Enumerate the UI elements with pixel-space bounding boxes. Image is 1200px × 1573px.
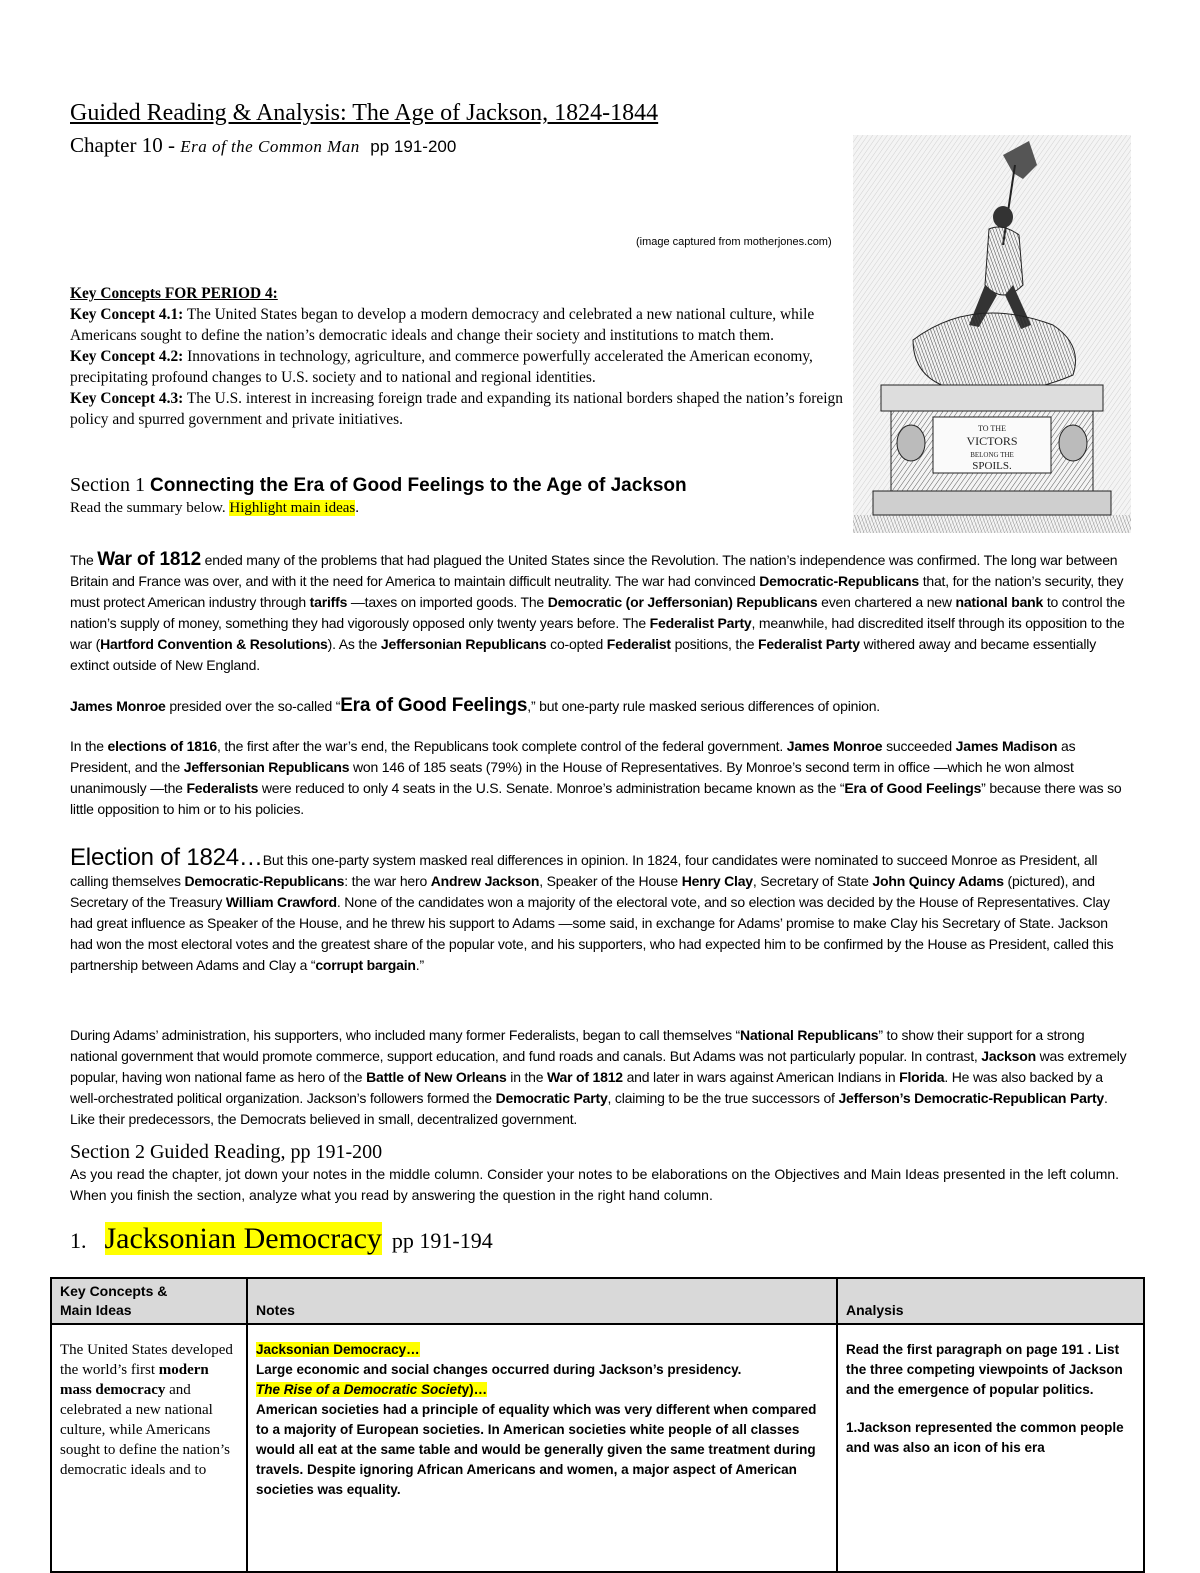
emphasized-term: Federalists	[186, 780, 259, 796]
text-run: , claiming to be the true successors of	[607, 1090, 839, 1106]
text-run: The	[70, 552, 98, 568]
notes-cell[interactable]: Jacksonian Democracy… Large economic and social changes occurred during Jackson’s presidency. The Rise of a Democratic Society)… American societies had a principle of equality which was very different when compared to a majority of European societies. In American societies white people of all classes would all eat at the same table and would be generally given the same treatment during travels. Despite ignoring African Americans and women, a major aspect of American societies was equality.	[247, 1324, 837, 1572]
text-run: co-opted	[546, 636, 607, 652]
key-concept-4-2: Key Concept 4.2: Innovations in technology, agriculture, and commerce powerfully accelerated the American economy, precipitating profound changes to U.S. society and to national and regional identities.	[70, 348, 813, 386]
notes-heading: Jacksonian Democracy…	[256, 1342, 420, 1357]
topic-heading	[70, 1222, 493, 1256]
chapter-pages: pp 191-200	[370, 137, 457, 156]
paragraph-james-monroe	[70, 695, 1130, 717]
key-ideas-cell: The United States developed the world’s first modern mass democracy and celebrated a new national culture, while Americans sought to define the nation’s democratic ideals and to	[51, 1324, 247, 1572]
notes-subheading: The Rise of a Democratic Societ	[256, 1382, 462, 1397]
text-run: . None of the candidates won a majority of the electoral vote, and so election was decided by the House of Representatives. Clay had great influence as Speaker of the House, and he threw his support to Adams —some said, in exchange for Adams’ promise to make Clay his Secretary of State. Jackson had won the most electoral votes and the greatest share of the popular vote, and his supporters, who had expected him to be confirmed by the House as President, called this partnership between Adams and Clay a “	[70, 894, 1114, 973]
notes-body: American societies had a principle of equality which was very different when compared to a majority of European societies. In American societies white people of all classes would all eat at the same table and would be generally given the same treatment during travels. Despite ignoring African Americans and women, a major aspect of American societies was equality.	[256, 1402, 817, 1497]
emphasized-term: Jeffersonian Republicans	[183, 759, 350, 775]
emphasized-term: James Madison	[955, 738, 1058, 754]
text-run: , Secretary of State	[752, 873, 873, 889]
emphasized-term: Jefferson’s Democratic-Republican Party	[838, 1090, 1104, 1106]
text-run: even chartered a new	[817, 594, 956, 610]
key-concept-4-1: Key Concept 4.1: The United States began to develop a modern democracy and celebrated a new national culture, while Americans sought to define the nation’s democratic ideals and change their society and institutions to match them.	[70, 306, 815, 344]
emphasized-term: Democratic-Republicans	[759, 573, 919, 589]
emphasized-term: national bank	[955, 594, 1044, 610]
emphasized-term: Election of 1824…	[70, 844, 263, 871]
emphasized-term: Federalist	[606, 636, 671, 652]
section-1-instruction: Read the summary below. Highlight main ideas.	[70, 500, 359, 516]
text-run: ,” but one-party rule masked serious differences of opinion.	[527, 698, 880, 714]
section-2-instructions: As you read the chapter, jot down your notes in the middle column. Consider your notes to be elaborations on the Objectives and Main Ideas presented in the left column. When you finish the section, analyze what you read by answering the question in the right hand column.	[70, 1166, 1120, 1203]
text-run: positions, the	[670, 636, 758, 652]
svg-text:TO THE: TO THE	[978, 424, 1006, 433]
emphasized-term: corrupt bargain	[315, 957, 416, 973]
topic-pages: pp 191-194	[391, 1228, 493, 1253]
text-run: —taxes on imported goods. The	[347, 594, 548, 610]
emphasized-term: War of 1812	[97, 549, 201, 570]
emphasized-term: Jeffersonian Republicans	[380, 636, 547, 652]
text-run: : the war hero	[344, 873, 431, 889]
text-run: won 146 of 185 seats (79%) in the House of Representatives. By Monroe’s second term in office —which he won almost unanimously —the	[70, 759, 1074, 796]
text-run: in the	[506, 1069, 548, 1085]
text-run: ” because there was so little opposition to him or to his policies.	[70, 780, 1122, 817]
emphasized-term: Andrew Jackson	[430, 873, 540, 889]
document-title: Guided Reading & Analysis: The Age of Jackson, 1824-1844	[70, 100, 659, 126]
emphasized-term: Democratic Party	[495, 1090, 608, 1106]
paragraph-election-1824	[70, 844, 1130, 976]
text-run: to control the nation’s supply of money, something they had vigorously opposed only twenty years before. The	[70, 594, 1125, 631]
svg-text:VICTORS: VICTORS	[966, 434, 1018, 448]
header-analysis: Analysis	[837, 1278, 1144, 1324]
text-run: ” to show their support for a strong national government that would promote commerce, support education, and fund roads and canals. But Adams was not particularly popular. In contrast,	[70, 1027, 1085, 1064]
image-caption: (image captured from motherjones.com)	[636, 236, 832, 248]
text-run: (pictured), and Secretary of the Treasury	[70, 873, 1095, 910]
emphasized-term: Democratic (or Jeffersonian) Republicans	[547, 594, 818, 610]
chapter-name: Era of the Common Man	[180, 137, 360, 156]
notes-line: Large economic and social changes occurred during Jackson’s presidency.	[256, 1362, 742, 1377]
text-run: withered away and became essentially extinct outside of New England.	[70, 636, 1097, 673]
svg-text:SPOILS.: SPOILS.	[972, 460, 1012, 472]
text-run: . Like their predecessors, the Democrats believed in small, decentralized government.	[70, 1090, 1108, 1127]
chapter-number: Chapter 10	[70, 133, 163, 157]
paragraph-war-of-1812	[70, 549, 1130, 676]
analysis-question: Read the first paragraph on page 191 . List the three competing viewpoints of Jackson and the emergence of popular politics.	[846, 1342, 1123, 1397]
analysis-answer: 1.Jackson represented the common people and was also an icon of his era	[846, 1420, 1124, 1455]
section-1-heading: Section 1 Connecting the Era of Good Feelings to the Age of Jackson	[70, 474, 687, 496]
text-run: that, for the nation’s security, they must protect American industry through	[70, 573, 1124, 610]
emphasized-term: Hartford Convention & Resolutions	[100, 636, 328, 652]
header-key-concepts: Key Concepts & Main Ideas	[51, 1278, 247, 1324]
emphasized-term: James Monroe	[786, 738, 883, 754]
emphasized-term: John Quincy Adams	[872, 873, 1004, 889]
emphasized-term: Jackson	[981, 1048, 1036, 1064]
emphasized-term: Era of Good Feelings	[340, 695, 528, 716]
text-run: as President, and the	[70, 738, 1076, 775]
analysis-cell[interactable]	[837, 1324, 1144, 1572]
chapter-line	[70, 133, 456, 158]
emphasized-term: War of 1812	[547, 1069, 623, 1085]
jackson-statue-illustration	[853, 135, 1131, 533]
emphasized-term: Federalist Party	[649, 615, 752, 631]
emphasized-term: Florida	[899, 1069, 945, 1085]
paragraph-elections-1816	[70, 736, 1130, 820]
text-run: , Speaker of the House	[539, 873, 682, 889]
text-run: presided over the so-called “	[165, 698, 341, 714]
text-run: ). As the	[327, 636, 381, 652]
emphasized-term: tariffs	[309, 594, 348, 610]
text-run: In the	[70, 738, 108, 754]
emphasized-term: William Crawford	[225, 894, 337, 910]
text-run: ended many of the problems that had plagued the United States since the Revolution. The nation’s independence was confirmed. The long war between Britain and France was over, and with it the need for America to maintain difficult neutrality. The war had convinced	[70, 552, 1118, 589]
paragraph-adams-administration	[70, 1025, 1130, 1130]
text-run: . He was also backed by a well-orchestrated political organization. Jackson’s followers formed the	[70, 1069, 1103, 1106]
emphasized-term: elections of 1816	[107, 738, 217, 754]
emphasized-term: Henry Clay	[681, 873, 753, 889]
topic-number: 1.	[70, 1228, 87, 1253]
emphasized-term: Federalist Party	[757, 636, 860, 652]
text-run: , the first after the war’s end, the Republicans took complete control of the federal government.	[216, 738, 787, 754]
section-2-heading: Section 2 Guided Reading, pp 191-200	[70, 1141, 383, 1163]
guided-reading-table	[50, 1277, 1145, 1573]
text-run: During Adams’ administration, his supporters, who included many former Federalists, began to call themselves “	[70, 1027, 741, 1043]
highlight-main-ideas: Highlight main ideas	[229, 500, 356, 516]
section-1-title: Connecting the Era of Good Feelings to the Age of Jackson	[150, 475, 687, 496]
svg-text:BELONG THE: BELONG THE	[970, 451, 1014, 459]
text-run: , meanwhile, had discredited itself through its opposition to the war (	[70, 615, 1125, 652]
topic-title: Jacksonian Democracy	[104, 1222, 382, 1255]
text-run: and later in wars against American Indians in	[622, 1069, 900, 1085]
key-concept-4-3: Key Concept 4.3: The U.S. interest in increasing foreign trade and expanding its national borders shaped the nation’s foreign policy and spurred government and private initiatives.	[70, 390, 843, 428]
chapter-dash: -	[162, 133, 181, 157]
key-concepts	[70, 283, 850, 430]
text-run: .”	[415, 957, 424, 973]
emphasized-term: National Republicans	[740, 1027, 879, 1043]
text-run: were reduced to only 4 seats in the U.S. Senate. Monroe’s administration became known as the “	[258, 780, 845, 796]
emphasized-term: Democratic-Republicans	[184, 873, 345, 889]
emphasized-term: Battle of New Orleans	[366, 1069, 507, 1085]
header-notes: Notes	[247, 1278, 837, 1324]
text-run: But this one-party system masked real differences in opinion. In 1824, four candidates were nominated to succeed Monroe as President, all calling themselves	[70, 852, 1098, 889]
text-run: was extremely popular, having won national fame as hero of the	[70, 1048, 1127, 1085]
emphasized-term: James Monroe	[70, 698, 166, 714]
emphasized-term: Era of Good Feelings	[844, 780, 982, 796]
table-row	[51, 1324, 1144, 1572]
table-header-row	[51, 1278, 1144, 1324]
key-concepts-heading: Key Concepts FOR PERIOD 4:	[70, 285, 278, 302]
text-run: succeeded	[882, 738, 956, 754]
